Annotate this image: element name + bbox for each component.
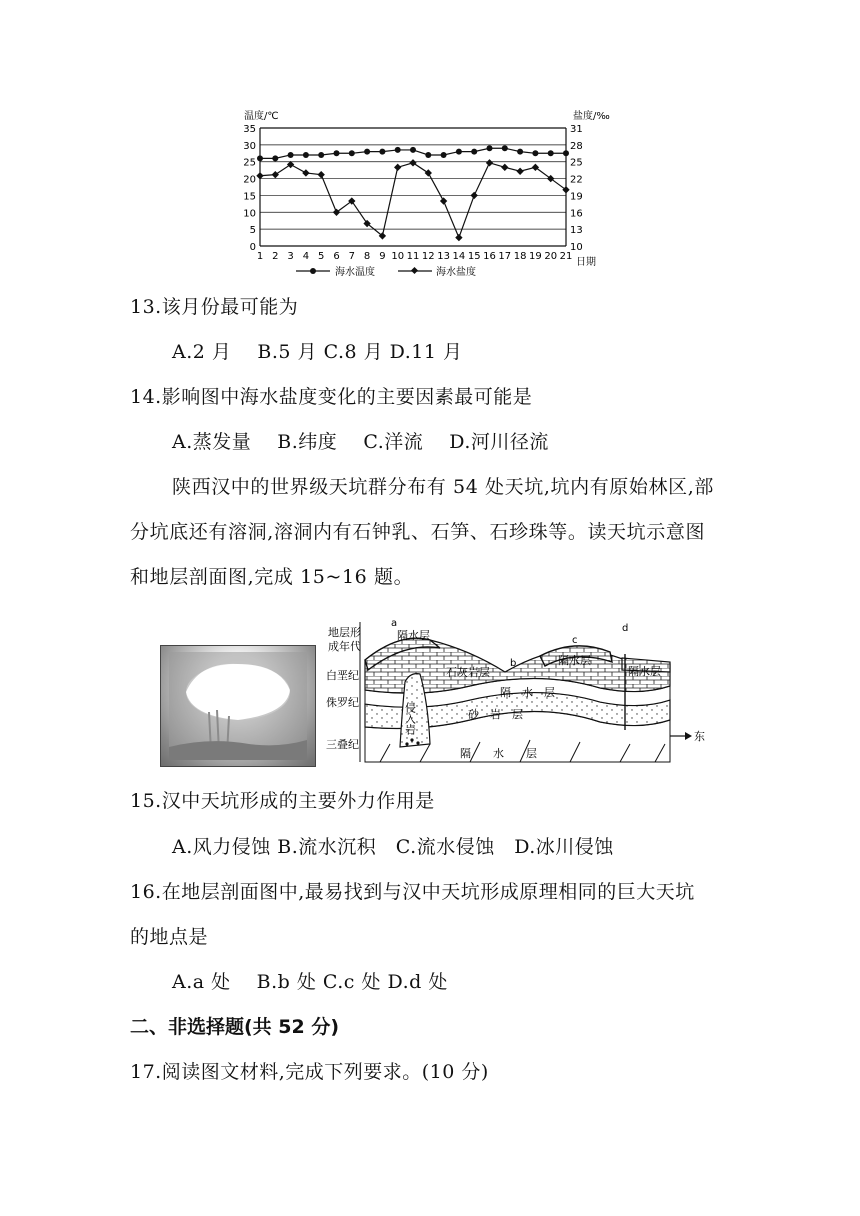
salinity-point [409, 159, 416, 166]
x-tick-label: 15 [467, 251, 481, 262]
question-16-stem-line-1: 16.在地层剖面图中,最易找到与汉中天坑形成原理相同的巨大天坑 [130, 881, 695, 903]
cretaceous-label: 白垩纪 [326, 669, 359, 682]
right-axis-ticks [570, 124, 583, 253]
x-tick-label: 6 [333, 251, 340, 262]
salinity-point [471, 192, 478, 199]
triassic-label: 三叠纪 [326, 738, 359, 751]
stratum-cross-section-diagram [0, 612, 860, 782]
left-tick-label: 5 [249, 225, 256, 237]
left-axis-title: 温度/℃ [244, 111, 279, 122]
salinity-point [394, 164, 401, 171]
aquiclude-middle-label: 隔 水 层 [500, 686, 555, 699]
temperature-point [471, 149, 477, 155]
temperature-point [425, 152, 431, 158]
legend-salinity-label: 海水盐度 [436, 267, 476, 278]
series-sea-temperature [257, 145, 569, 161]
jurassic-label: 侏罗纪 [326, 696, 359, 709]
x-tick-label: 8 [363, 251, 371, 262]
point-d: d [622, 623, 629, 634]
right-tick-label: 31 [570, 124, 583, 135]
question-13-options: A.2 月 B.5 月 C.8 月 D.11 月 [172, 341, 463, 363]
left-tick-label: 35 [243, 124, 256, 135]
temperature-point [441, 152, 447, 158]
salinity-point [455, 234, 462, 241]
temperature-point [379, 149, 385, 155]
left-tick-label: 10 [243, 208, 256, 220]
temperature-point [303, 152, 309, 158]
salinity-point [501, 164, 508, 171]
era-label-line-1: 地层形 [328, 626, 361, 639]
x-tick-label: 7 [348, 251, 355, 262]
question-13-stem: 13.该月份最可能为 [130, 296, 299, 318]
salinity-point [486, 159, 493, 166]
aquiclude-d-label: 隔水层 [628, 665, 661, 678]
x-tick-label: 5 [318, 251, 325, 262]
temperature-salinity-chart [0, 0, 860, 290]
x-tick-label: 20 [544, 251, 558, 262]
x-tick-label: 3 [287, 251, 294, 262]
x-tick-label: 9 [379, 251, 386, 262]
right-axis-title: 盐度/‰ [573, 111, 610, 122]
x-tick-label: 21 [559, 251, 573, 262]
chart-legend [296, 265, 476, 278]
question-17-stem: 17.阅读图文材料,完成下列要求。(10 分) [130, 1061, 489, 1083]
left-tick-label: 15 [243, 191, 256, 203]
right-tick-label: 19 [570, 191, 583, 203]
x-tick-label: 1 [256, 251, 264, 262]
temperature-point [349, 150, 355, 156]
temperature-point [487, 145, 493, 151]
x-tick-label: 19 [529, 251, 542, 262]
era-label-line-2: 成年代 [328, 640, 361, 653]
point-b: b [510, 658, 517, 669]
intrusion-label: 侵入岩 [403, 702, 417, 735]
temperature-point [563, 150, 569, 156]
x-tick-label: 13 [437, 251, 450, 262]
temperature-point [456, 149, 462, 155]
temperature-point [548, 150, 554, 156]
left-tick-label: 25 [243, 157, 256, 169]
right-tick-label: 25 [570, 157, 583, 169]
x-tick-label: 14 [452, 251, 466, 262]
x-tick-label: 12 [421, 251, 435, 262]
salinity-point [425, 169, 432, 176]
temperature-point [502, 145, 508, 151]
temperature-point [272, 155, 278, 161]
temperature-point [395, 147, 401, 153]
passage-line-1: 陕西汉中的世界级天坑群分布有 54 处天坑,坑内有原始林区,部 [172, 476, 714, 498]
passage-line-3: 和地层剖面图,完成 15~16 题。 [130, 566, 414, 588]
point-a: a [391, 618, 398, 629]
temperature-point [364, 149, 370, 155]
left-axis-ticks [243, 124, 256, 253]
right-tick-label: 22 [570, 174, 583, 186]
aquiclude-c-label: 隔水层 [558, 654, 591, 667]
temperature-point [532, 150, 538, 156]
temperature-point [410, 147, 416, 153]
right-tick-label: 13 [570, 225, 583, 237]
passage-line-2: 分坑底还有溶洞,溶洞内有石钟乳、石笋、石珍珠等。读天坑示意图 [130, 521, 706, 543]
aquiclude-bottom-label: 隔 水 层 [460, 747, 537, 760]
x-tick-label: 11 [406, 251, 420, 262]
limestone-label: 石灰岩层 [446, 666, 490, 679]
temperature-point [257, 155, 263, 161]
x-axis-unit: 日期 [576, 257, 596, 268]
temperature-point [517, 149, 523, 155]
left-tick-label: 0 [249, 242, 256, 253]
question-15-options: A.风力侵蚀 B.流水沉积 C.流水侵蚀 D.冰川侵蚀 [172, 836, 614, 858]
x-tick-label: 4 [302, 251, 310, 262]
x-tick-label: 18 [513, 251, 527, 262]
grid-lines [260, 128, 566, 246]
right-tick-label: 10 [570, 242, 583, 253]
x-tick-label: 16 [483, 251, 496, 262]
question-16-options: A.a 处 B.b 处 C.c 处 D.d 处 [172, 971, 448, 993]
right-tick-label: 28 [570, 140, 583, 152]
x-tick-label: 10 [391, 251, 405, 262]
aquiclude-top-label: 隔水层 [397, 629, 430, 642]
right-tick-label: 16 [570, 208, 583, 220]
left-tick-label: 20 [243, 174, 256, 186]
salinity-point [440, 197, 447, 204]
x-axis-ticks [257, 251, 573, 262]
sandstone-label: 砂 岩 层 [468, 708, 523, 721]
question-14-stem: 14.影响图中海水盐度变化的主要因素最可能是 [130, 386, 533, 408]
east-label: 东 [694, 730, 705, 743]
temperature-point [334, 150, 340, 156]
salinity-point [318, 171, 325, 178]
point-c: c [572, 635, 578, 646]
x-tick-label: 17 [498, 251, 512, 262]
temperature-point [288, 152, 294, 158]
question-16-stem-line-2: 的地点是 [130, 926, 209, 948]
x-tick-label: 2 [272, 251, 279, 262]
left-tick-label: 30 [243, 140, 256, 152]
section-2-title: 二、非选择题(共 52 分) [130, 1016, 340, 1038]
question-15-stem: 15.汉中天坑形成的主要外力作用是 [130, 790, 435, 812]
legend-temperature-label: 海水温度 [335, 267, 375, 278]
salinity-point [516, 168, 523, 175]
question-14-options: A.蒸发量 B.纬度 C.洋流 D.河川径流 [172, 431, 549, 453]
salinity-point [272, 171, 279, 178]
temperature-point [318, 152, 324, 158]
salinity-point [302, 169, 309, 176]
